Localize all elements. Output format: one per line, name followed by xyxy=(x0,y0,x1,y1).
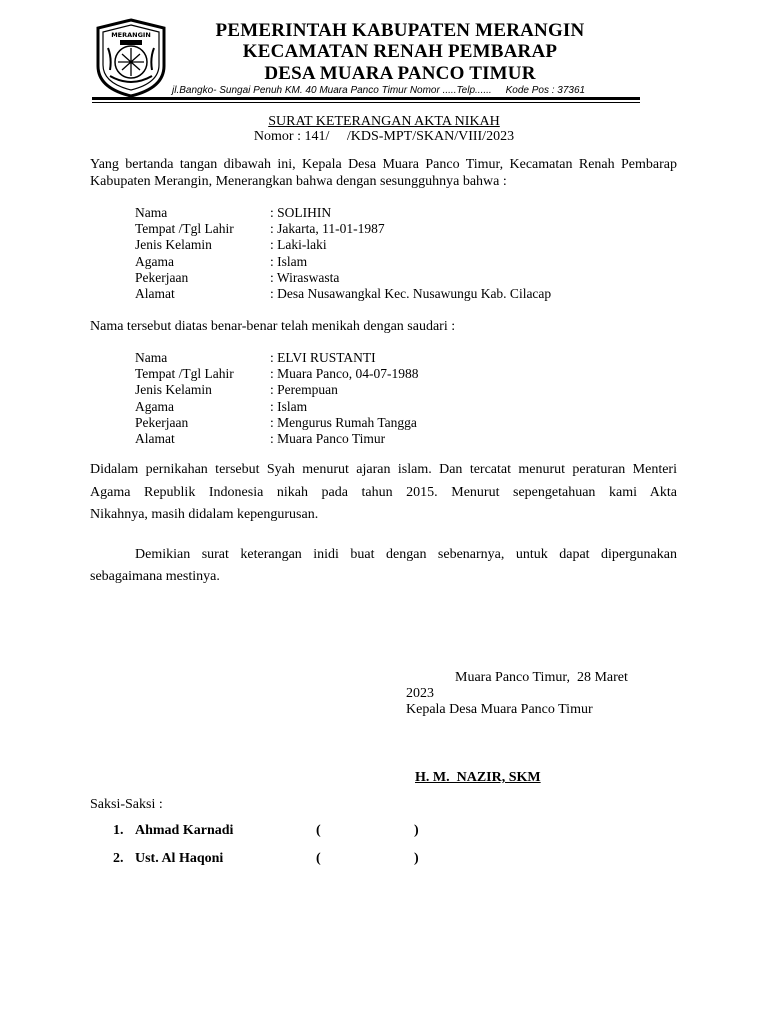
detail-value: : Laki-laki xyxy=(270,237,327,253)
logo-text: MERANGIN xyxy=(111,31,151,39)
detail-value: : ELVI RUSTANTI xyxy=(270,350,376,365)
signer-title: Kepala Desa Muara Panco Timur xyxy=(406,702,593,717)
witness-heading: Saksi-Saksi : xyxy=(90,797,163,812)
district-name: KECAMATAN RENAH PEMBARAP xyxy=(242,41,558,62)
detail-label: Nama xyxy=(135,350,168,365)
detail-value: : Islam xyxy=(270,398,308,414)
detail-label: Alamat xyxy=(135,431,175,446)
witness-number: 2. xyxy=(113,851,124,866)
witness-sign-open: ( xyxy=(316,851,321,866)
detail-label: Nama xyxy=(135,205,168,220)
detail-label: Agama xyxy=(135,398,174,414)
closing-paragraph-line: sebagaimana mestinya. xyxy=(90,569,220,584)
address-line: jl.Bangko- Sungai Penuh KM. 40 Muara Panco Timur Nomor .....Telp...... Kode Pos : 37361 xyxy=(172,85,586,96)
detail-label: Agama xyxy=(135,253,174,269)
witness-number: 1. xyxy=(113,823,124,838)
detail-value: : Islam xyxy=(270,253,308,269)
gov-name: PEMERINTAH KABUPATEN MERANGIN xyxy=(215,20,585,41)
closing-paragraph-line: Demikian surat keterangan inidi buat dengan sebenarnya, untuk dapat dipergunakan xyxy=(135,547,677,562)
detail-value: : Jakarta, 11-01-1987 xyxy=(270,221,385,237)
detail-value: : Mengurus Rumah Tangga xyxy=(270,414,417,430)
detail-label: Alamat xyxy=(135,286,175,301)
witness-name: Ust. Al Haqoni xyxy=(135,851,224,866)
witness-sign-close: ) xyxy=(414,851,419,866)
body-paragraph-line: Didalam pernikahan tersebut Syah menurut ajaran islam. Dan tercatat menurut peraturan Menteri xyxy=(90,462,677,477)
detail-label: Jenis Kelamin xyxy=(135,382,212,398)
detail-value: : Wiraswasta xyxy=(270,269,340,285)
place-date: Muara Panco Timur, 28 Maret xyxy=(455,670,628,685)
witness-sign-close: ) xyxy=(414,823,419,838)
detail-label: Pekerjaan xyxy=(135,269,189,285)
header-rule-thin xyxy=(92,102,640,103)
header-rule-thick xyxy=(92,97,640,100)
body-paragraph-line: Nikahnya, masih didalam kepengurusan. xyxy=(90,507,319,522)
detail-label: Pekerjaan xyxy=(135,414,189,430)
detail-value: : Muara Panco, 04-07-1988 xyxy=(270,366,419,382)
witness-sign-open: ( xyxy=(316,823,321,838)
detail-value: : SOLIHIN xyxy=(270,205,332,220)
intro-paragraph: Yang bertanda tangan dibawah ini, Kepala Desa Muara Panco Timur, Kecamatan Renah Pembarap Kabupaten Merangin, Menerangkan bahwa dengan sesungguhnya bahwa : xyxy=(90,157,677,189)
regency-logo xyxy=(92,18,170,98)
village-name: DESA MUARA PANCO TIMUR xyxy=(264,63,536,84)
detail-value: : Perempuan xyxy=(270,382,338,398)
place-date-year: 2023 xyxy=(406,686,434,701)
body-paragraph-line: Agama Republik Indonesia nikah pada tahun 2015. Menurut sepengetahuan kami Akta xyxy=(90,485,677,500)
letter-number: Nomor : 141/ /KDS-MPT/SKAN/VIII/2023 xyxy=(253,129,515,144)
detail-label: Tempat /Tgl Lahir xyxy=(135,221,234,237)
mid-sentence: Nama tersebut diatas benar-benar telah menikah dengan saudari : xyxy=(90,319,456,334)
signer-name: H. M. NAZIR, SKM xyxy=(415,770,541,785)
witness-name: Ahmad Karnadi xyxy=(135,823,234,838)
letter-title: SURAT KETERANGAN AKTA NIKAH xyxy=(268,114,500,129)
detail-value: : Desa Nusawangkal Kec. Nusawungu Kab. Cilacap xyxy=(270,286,552,301)
detail-value: : Muara Panco Timur xyxy=(270,431,386,446)
detail-label: Tempat /Tgl Lahir xyxy=(135,366,234,382)
detail-label: Jenis Kelamin xyxy=(135,237,212,253)
